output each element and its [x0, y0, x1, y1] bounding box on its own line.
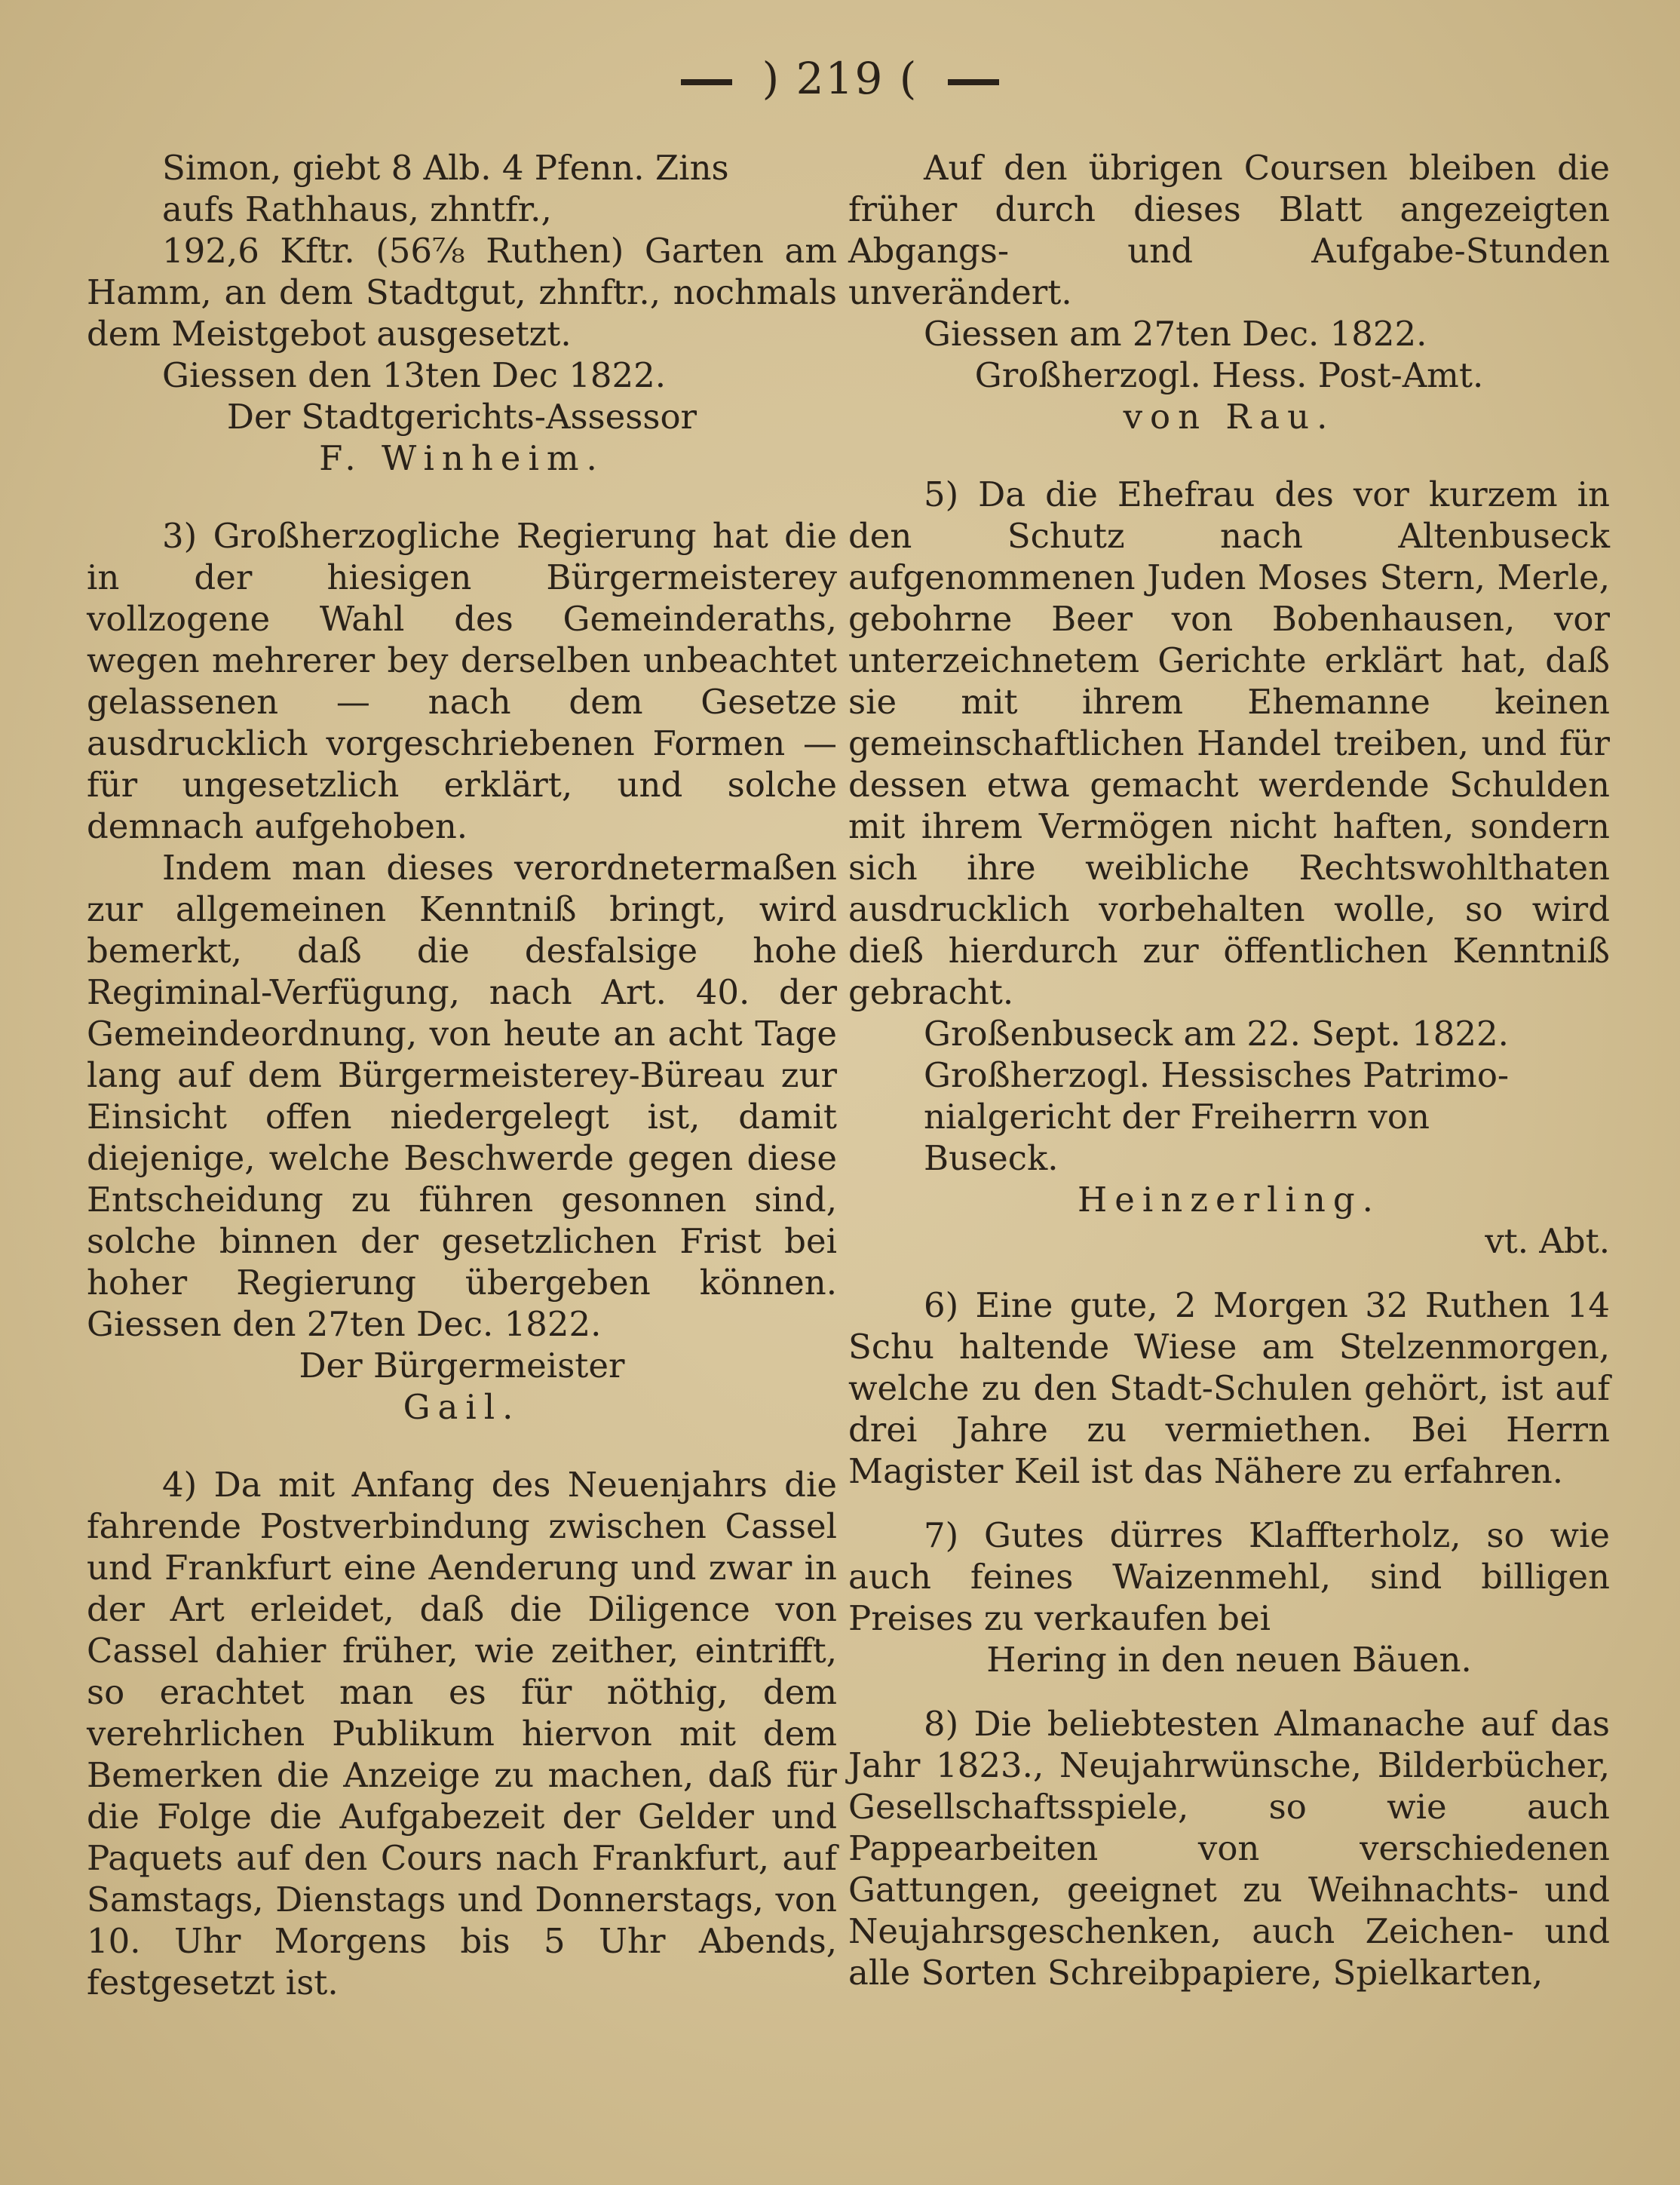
continuation-paragraph: 192,6 Kftr. (56⅞ Ruthen) Garten am Hamm, an dem Stadtgut, zhnftr., nochmals dem Meistgebot ausgesetzt.: [87, 231, 837, 354]
notice-5-paragraph: 5) Da die Ehefrau des vor kurzem in den Schutz nach Altenbuseck aufgenommenen Juden Moses Stern, Merle, gebohrne Beer von Bobenhausen, vor unterzeichnetem Gerichte erklärt hat, daß sie mit ihrem Ehemanne keinen gemeinschaftlichen Handel treiben, und für dessen etwa gemacht werdende Schulden mit ihrem Vermögen nicht haften, sondern sich ihre weibliche Rechtswohlthaten ausdrucklich vorbehalten wolle, so wird dieß hierdurch zur öffentlichen Kenntniß gebracht.: [848, 474, 1610, 1012]
continuation-line-1: Simon, giebt 8 Alb. 4 Pfenn. Zins: [162, 148, 729, 188]
page-header: [0, 53, 1680, 104]
notice-5-date: Großenbuseck am 22. Sept. 1822.: [924, 1014, 1509, 1054]
notice-8-paragraph: 8) Die beliebtesten Almanache auf das Jahr 1823., Neujahrwünsche, Bilderbücher, Gesellschaftsspiele, so wie auch Pappearbeiten von verschiedenen Gattungen, geeignet zu Weihnachts- und Neujahrsgeschenken, auch Zeichen- und alle Sorten Schreibpapiere, Spielkarten,: [848, 1704, 1610, 1993]
notice-4-signer-title: Großherzogl. Hess. Post-Amt.: [974, 355, 1484, 395]
notice-5-signer-line-2: nialgericht der Freiherrn von: [924, 1097, 1430, 1137]
notice-3-paragraph-1: 3) Großherzogliche Regierung hat die in der hiesigen Bürgermeisterey vollzogene Wahl des Gemeinderaths, wegen mehrerer bey derselben unbeachtet gelassenen — nach dem Gesetze ausdrucklich vorgeschriebenen Formen — für ungesetzlich erklärt, und solche demnach aufgehoben.: [87, 516, 837, 846]
notice-3-paragraph-2: Indem man dieses verordnetermaßen zur allgemeinen Kenntniß bringt, wird bemerkt, daß die desfalsige hohe Regiminal-Verfügung, nach Art. 40. der Gemeindeordnung, von heute an acht Tage lang auf dem Bürgermeisterey-Büreau zur Einsicht offen niedergelegt ist, damit diejenige, welche Beschwerde gegen diese Entscheidung zu führen gesonnen sind, solche binnen der gesetzlichen Frist bei hoher Regierung übergeben können. Giessen den 27ten Dec. 1822.: [87, 848, 837, 1344]
notice-7-paragraph: 7) Gutes dürres Klaffterholz, so wie auch feines Waizenmehl, sind billigen Preises zu verkaufen bei: [848, 1515, 1610, 1638]
notice-4-paragraph-1: 4) Da mit Anfang des Neuenjahrs die fahrende Postverbindung zwischen Cassel und Frankfurt eine Aenderung und zwar in der Art erleidet, daß die Diligence von Cassel dahier früher, wie zeither, eintrifft, so erachtet man es für nöthig, dem verehrlichen Publikum hiervon mit dem Bemerken die Anzeige zu machen, daß für die Folge die Aufgabezeit der Gelder und Paquets auf den Cours nach Frankfurt, auf Samstags, Dienstags und Donnerstags, von 10. Uhr Morgens bis 5 Uhr Abends, festgesetzt ist.: [87, 1465, 837, 2002]
notice-2-date: Giessen den 13ten Dec 1822.: [162, 355, 667, 395]
notice-4-date: Giessen am 27ten Dec. 1822.: [924, 314, 1427, 354]
header-dash-right: [948, 79, 999, 85]
notice-4-paragraph-2: Auf den übrigen Coursen bleiben die früher durch dieses Blatt angezeigten Abgangs- und Aufgabe-Stunden unverändert.: [848, 148, 1610, 312]
notice-5-signer-name: Heinzerling.: [1078, 1180, 1381, 1220]
notice-5-signer-line-3: Buseck.: [924, 1138, 1059, 1178]
notice-5-signer-line-1: Großherzogl. Hessisches Patrimo-: [924, 1055, 1510, 1095]
header-dash-left: [681, 79, 732, 85]
right-column: [848, 147, 1610, 1993]
notice-7-signer: Hering in den neuen Bäuen.: [986, 1640, 1472, 1680]
notice-4-signer-name: von Rau.: [1123, 397, 1335, 437]
notice-5-signer-note: vt. Abt.: [1485, 1221, 1610, 1261]
notice-3-signer-title: Der Bürgermeister: [299, 1346, 625, 1386]
notice-2-signer-title: Der Stadtgerichts-Assessor: [226, 397, 697, 437]
left-column: [87, 147, 837, 2003]
notice-2-signer-name: F. Winheim.: [319, 438, 605, 478]
continuation-line-2: aufs Rathhaus, zhntfr.,: [162, 189, 552, 229]
notice-6-paragraph: 6) Eine gute, 2 Morgen 32 Ruthen 14 Schu haltende Wiese am Stelzenmorgen, welche zu den Stadt-Schulen gehört, ist auf drei Jahre zu vermiethen. Bei Herrn Magister Keil ist das Nähere zu erfahren.: [848, 1285, 1610, 1491]
page-number: ) 219 (: [762, 53, 918, 104]
notice-3-signer-name: Gail.: [403, 1387, 521, 1427]
